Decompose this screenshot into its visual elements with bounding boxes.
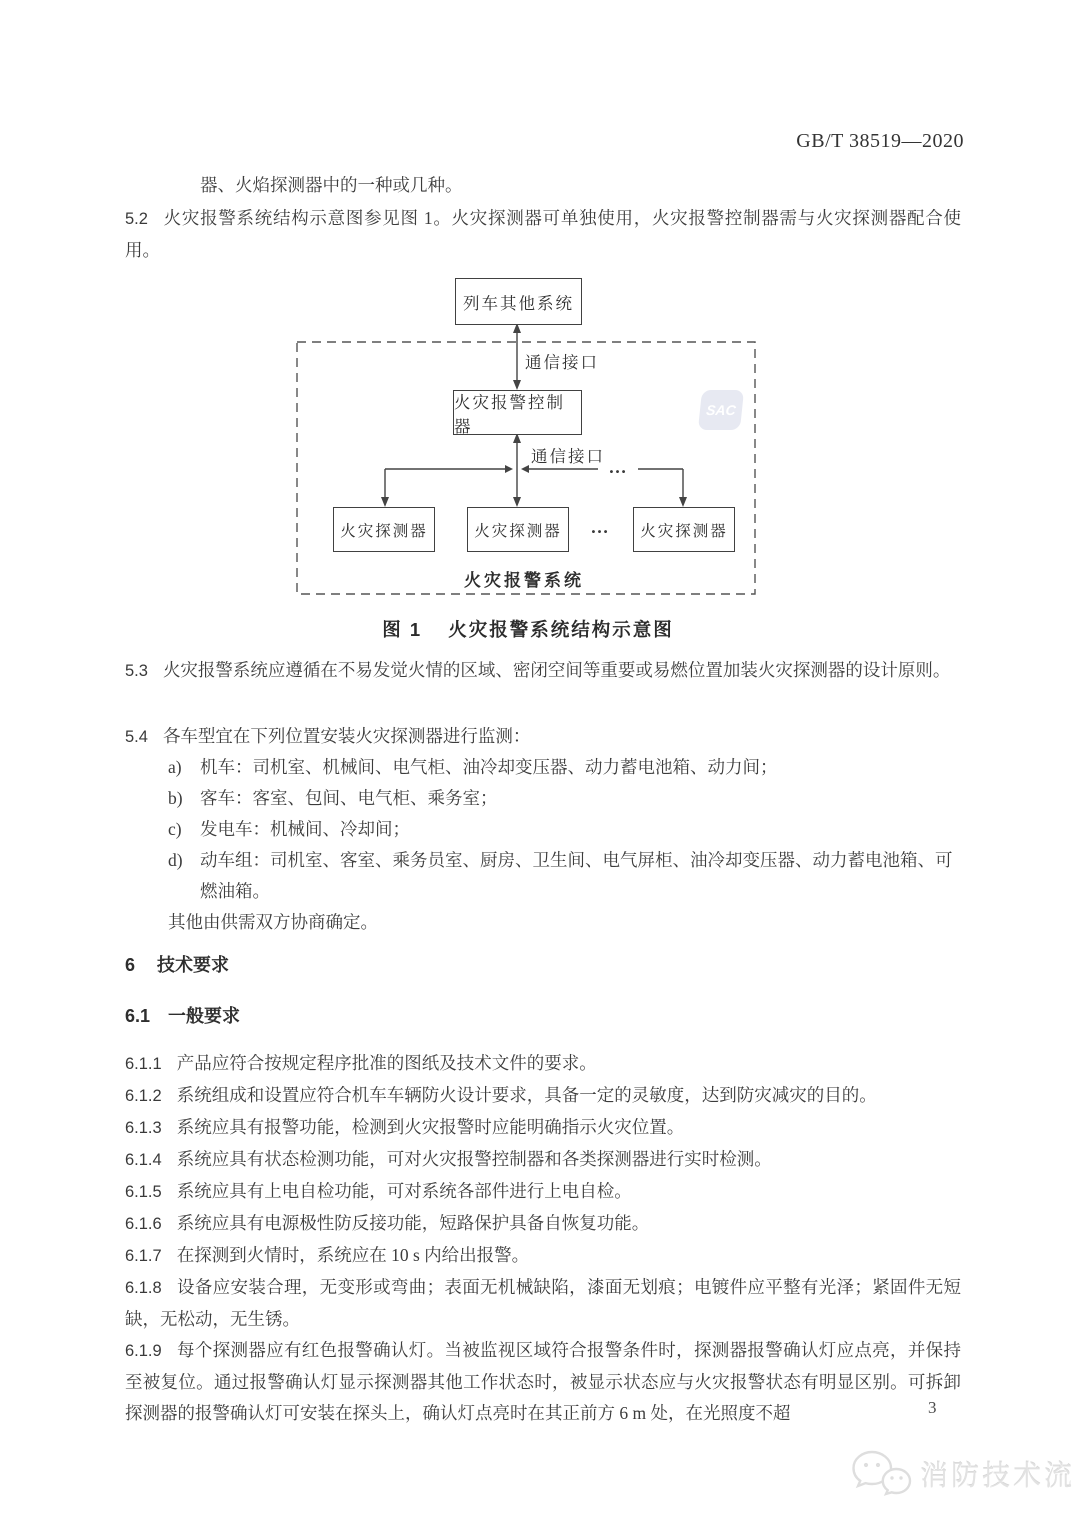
figure-caption	[0, 616, 1056, 642]
heading-number: 6	[125, 955, 136, 975]
fire-alarm-system-label: 火灾报警系统	[464, 571, 584, 590]
clause-5-4-list	[125, 752, 961, 938]
fire-alarm-controller-box: 火灾报警控制器	[453, 390, 582, 435]
clause-5-3	[125, 655, 961, 687]
clause-number: 6.1.5	[125, 1183, 162, 1201]
clause-text: 系统应具有电源极性防反接功能，短路保护具备自恢复功能。	[176, 1213, 650, 1233]
clause-text: 火灾报警系统结构示意图参见图 1。火灾探测器可单独使用，火灾报警控制器需与火灾探测器配合使用。	[125, 208, 961, 260]
clause-text: 设备应安装合理，无变形或弯曲；表面无机械缺陷，漆面无划痕；电镀件应平整有光泽；紧固件无短缺，无松动，无生锈。	[125, 1277, 961, 1329]
clause-6-1-8	[125, 1272, 961, 1335]
wechat-bubbles-icon	[850, 1448, 914, 1500]
clause-number: 5.4	[125, 728, 148, 746]
comm-interface-label-bottom: 通信接口	[531, 447, 605, 466]
sac-watermark-logo: SAC	[698, 390, 744, 430]
clause-6-1-7	[125, 1240, 961, 1272]
clause-number: 5.3	[125, 662, 148, 680]
clause-6-1-1	[125, 1048, 961, 1080]
comm-interface-label-top: 通信接口	[525, 353, 599, 372]
paragraph-continuation	[125, 170, 1036, 201]
publisher-watermark	[850, 1448, 1075, 1500]
clause-6-1-4	[125, 1144, 961, 1176]
list-item-text: 客车：客室、包间、电气柜、乘务室；	[200, 788, 498, 808]
list-item-d	[125, 845, 961, 907]
clause-6-1-5	[125, 1176, 961, 1208]
figure-caption-number: 图 1	[382, 619, 423, 640]
clause-text: 火灾报警系统应遵循在不易发觉火情的区域、密闭空间等重要或易燃位置加装火灾探测器的设计原则。	[162, 660, 951, 680]
fire-detector-box-1: 火灾探测器	[333, 507, 435, 552]
heading-number: 6.1	[125, 1006, 151, 1026]
clause-number: 5.2	[125, 210, 148, 228]
page-number: 3	[928, 1398, 937, 1417]
list-marker: b)	[168, 788, 183, 808]
section-6-1-heading	[125, 1003, 961, 1029]
clause-6-1-3	[125, 1112, 961, 1144]
paragraph-continuation-text: 器、火焰探测器中的一种或几种。	[200, 175, 463, 195]
clause-number: 6.1.3	[125, 1119, 162, 1137]
clause-number: 6.1.8	[125, 1279, 162, 1297]
clause-number: 6.1.2	[125, 1087, 162, 1105]
clause-number: 6.1.9	[125, 1342, 162, 1360]
clause-number: 6.1.7	[125, 1247, 162, 1265]
clause-text: 系统应具有状态检测功能，可对火灾报警控制器和各类探测器进行实时检测。	[176, 1149, 772, 1169]
clause-6-1-9	[125, 1335, 961, 1429]
clause-text: 系统应具有报警功能，检测到火灾报警时应能明确指示火灾位置。	[176, 1117, 685, 1137]
clause-6-1-2	[125, 1080, 961, 1112]
clause-6-1-6	[125, 1208, 961, 1240]
list-item-b	[125, 783, 961, 814]
figure-caption-title: 火灾报警系统结构示意图	[448, 619, 674, 640]
list-note: 其他由供需双方协商确定。	[168, 912, 378, 932]
heading-title: 一般要求	[168, 1006, 241, 1026]
list-item-a	[125, 752, 961, 783]
section-6-heading	[125, 952, 961, 978]
clause-text: 系统应具有上电自检功能，可对系统各部件进行上电自检。	[176, 1181, 632, 1201]
section-6-1-clauses	[125, 1048, 961, 1429]
clause-text: 每个探测器应有红色报警确认灯。当被监视区域符合报警条件时，探测器报警确认灯应点亮，并保持至被复位。通过报警确认灯显示探测器其他工作状态时，被显示状态应与火灾报警状态有明显区别。可拆卸探测器的报警确认灯可安装在探头上，确认灯点亮时在其正前方 6 m 处，在光照度不超	[125, 1340, 961, 1423]
train-other-systems-box: 列车其他系统	[455, 278, 582, 325]
clause-number: 6.1.6	[125, 1215, 162, 1233]
list-marker: c)	[168, 819, 182, 839]
ellipsis-detectors: …	[590, 517, 610, 537]
clause-number: 6.1.4	[125, 1151, 162, 1169]
heading-title: 技术要求	[157, 955, 230, 975]
clause-number: 6.1.1	[125, 1055, 162, 1073]
list-marker: d)	[168, 850, 183, 870]
fire-detector-box-3: 火灾探测器	[633, 507, 735, 552]
list-item-c	[125, 814, 961, 845]
clause-5-2	[125, 203, 961, 266]
figure-1	[0, 270, 1080, 655]
ellipsis-bus-line: …	[608, 457, 628, 477]
list-marker: a)	[168, 757, 182, 777]
list-item-text: 机车：司机室、机械间、电气柜、油冷却变压器、动力蓄电池箱、动力间；	[200, 757, 778, 777]
clause-text: 各车型宜在下列位置安装火灾探测器进行监测：	[162, 726, 531, 746]
list-item-text: 动车组：司机室、客室、乘务员室、厨房、卫生间、电气屏柜、油冷却变压器、动力蓄电池箱、可燃油箱。	[200, 850, 953, 901]
clause-5-4	[125, 721, 961, 753]
clause-text: 产品应符合按规定程序批准的图纸及技术文件的要求。	[176, 1053, 597, 1073]
clause-text: 系统组成和设置应符合机车车辆防火设计要求，具备一定的灵敏度，达到防灾减灾的目的。	[176, 1085, 877, 1105]
doc-number: GB/T 38519—2020	[796, 130, 964, 152]
list-item-text: 发电车：机械间、冷却间；	[200, 819, 410, 839]
fire-detector-box-2: 火灾探测器	[467, 507, 569, 552]
watermark-text: 消防技术流	[920, 1460, 1076, 1491]
clause-text: 在探测到火情时，系统应在 10 s 内给出报警。	[176, 1245, 530, 1265]
